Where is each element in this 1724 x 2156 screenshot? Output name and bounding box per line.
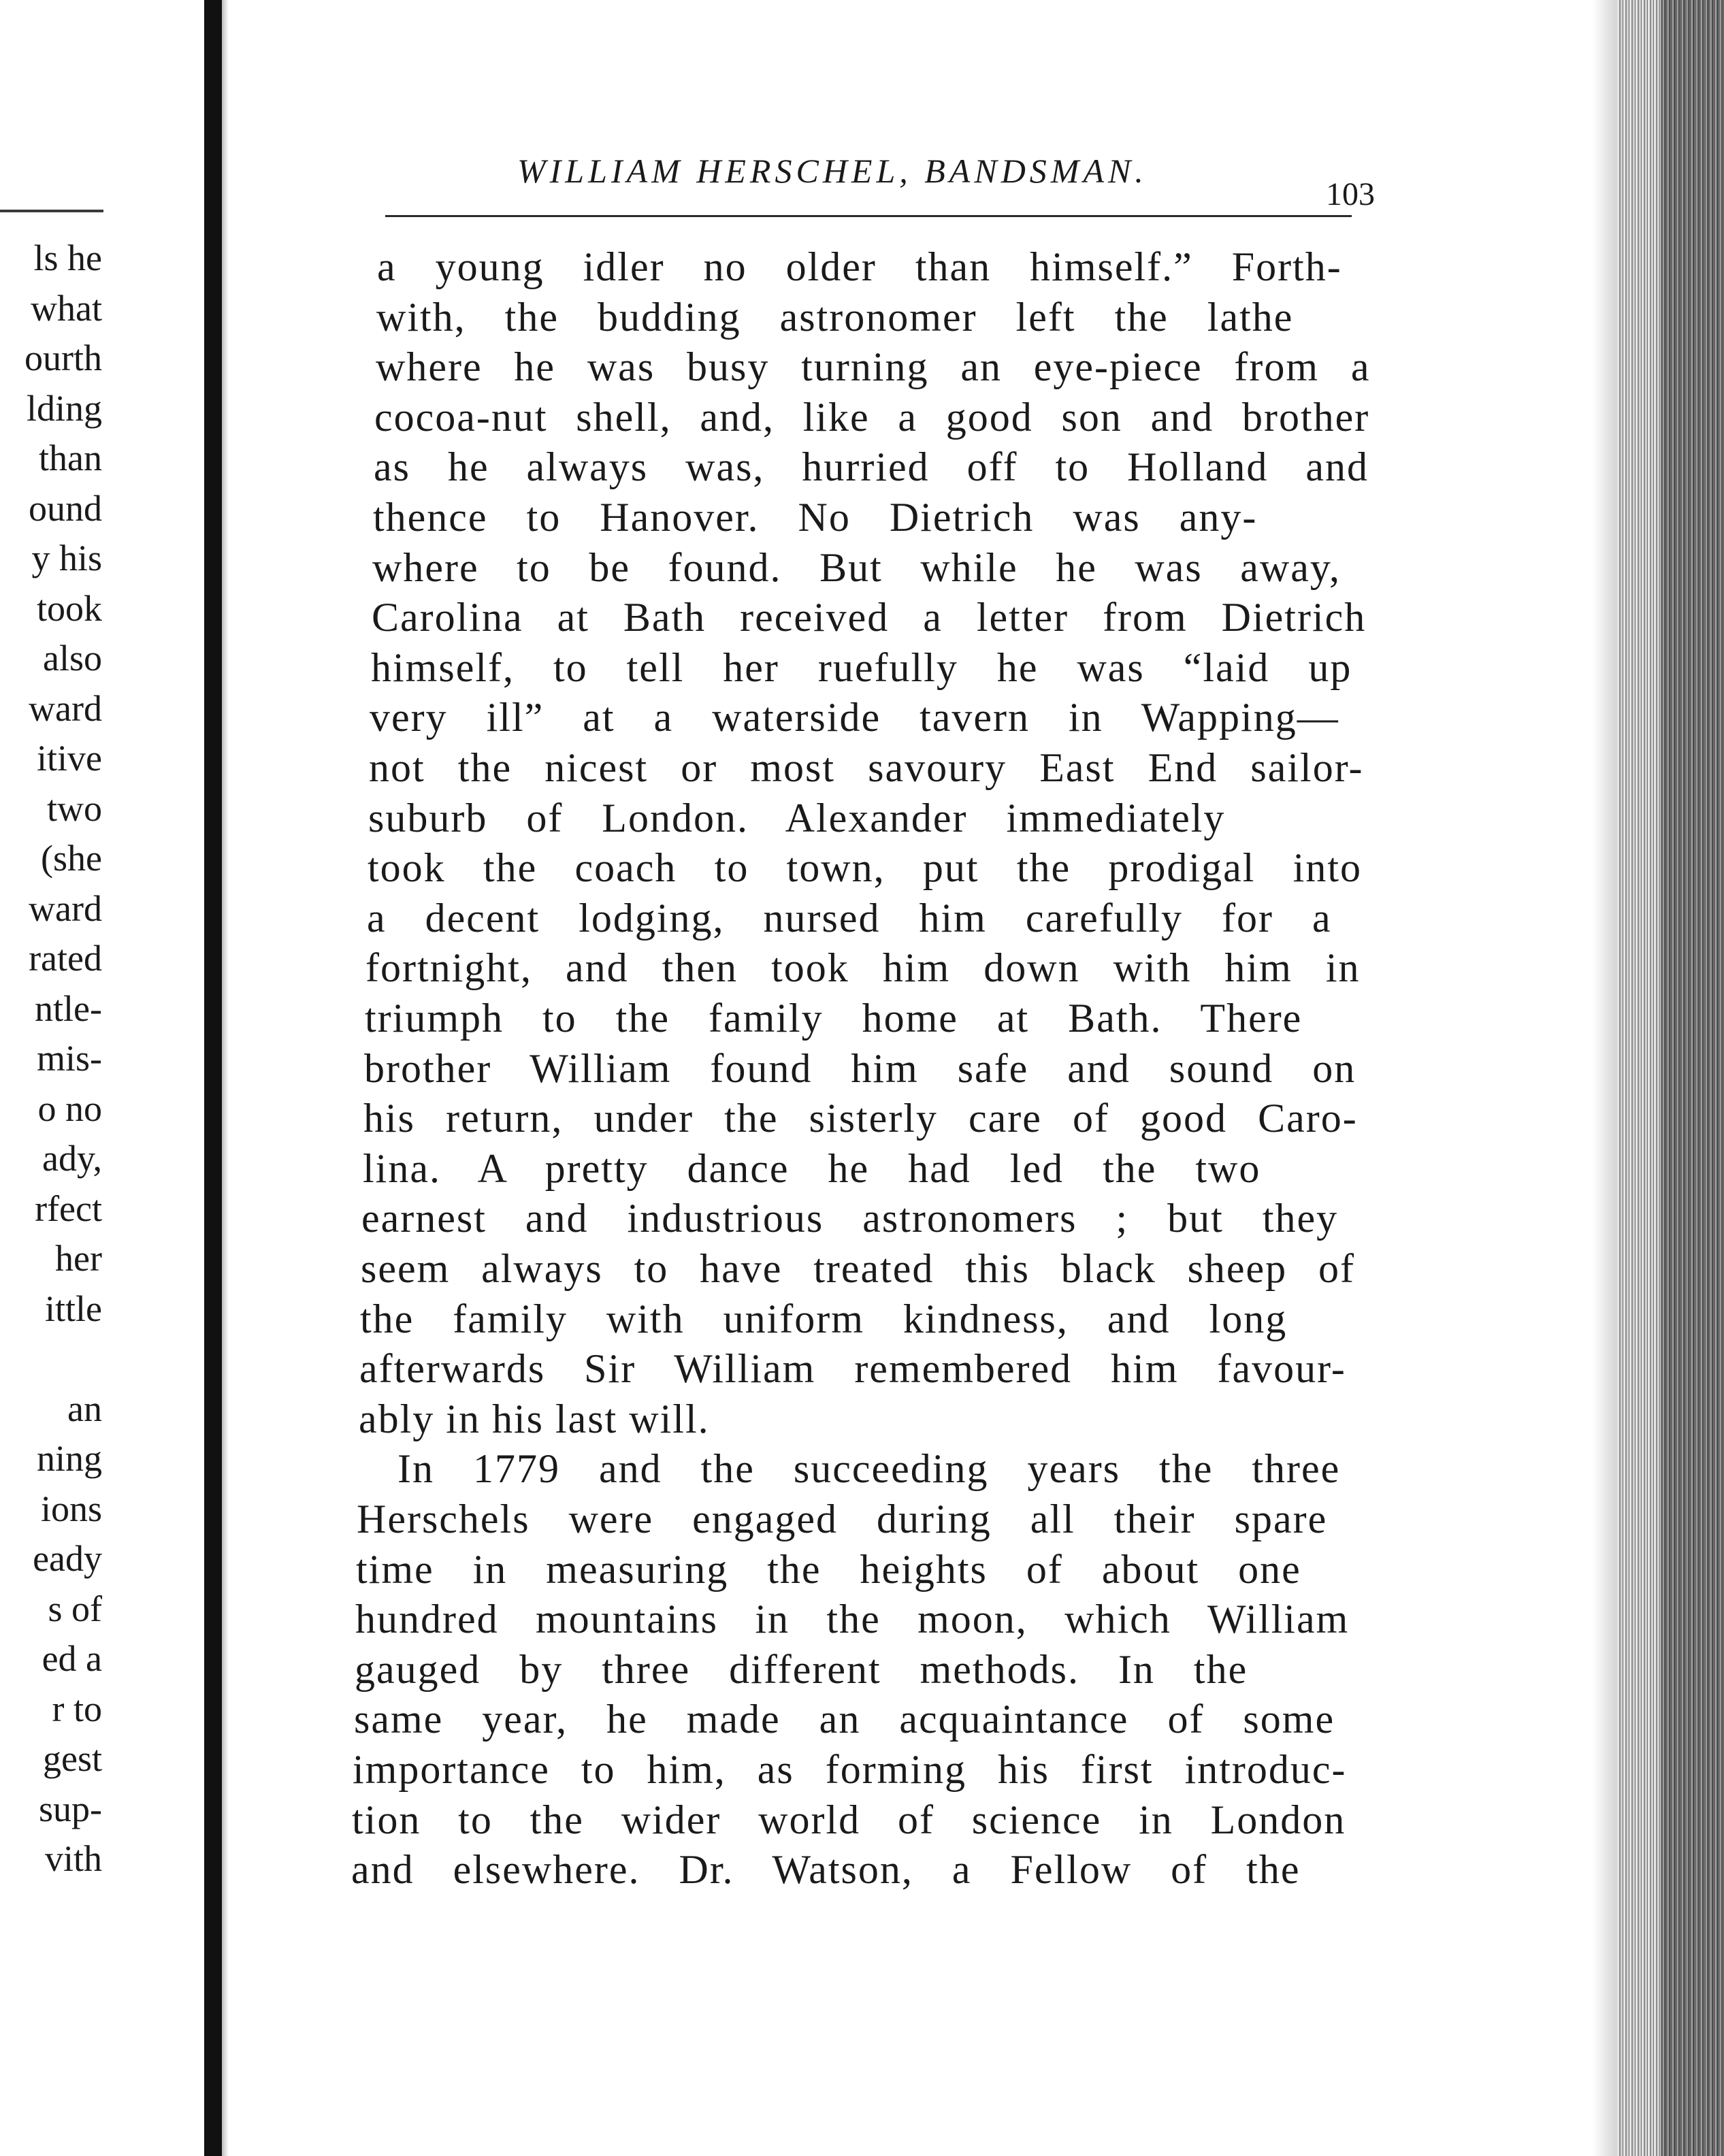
body-line: where to be found. But while he was away, [372, 545, 1341, 590]
body-line: hundred mountains in the moon, which William [355, 1597, 1350, 1642]
body-line: himself, to tell her ruefully he was “laid up [371, 645, 1352, 690]
previous-page-line: ady, [42, 1138, 102, 1179]
body-line: afterwards Sir William remembered him favour- [359, 1346, 1346, 1391]
previous-page-line: than [39, 438, 102, 478]
body-line: seem always to have treated this black sheep of [361, 1246, 1355, 1291]
previous-page-line: y his [31, 538, 102, 578]
previous-page-line: sup- [39, 1788, 102, 1829]
page-number: 103 [1326, 176, 1375, 212]
body-line: where he was busy turning an eye-piece from a [376, 344, 1371, 389]
previous-page-line: ls he [33, 238, 102, 278]
previous-page-line: ward [29, 888, 102, 929]
previous-page-line: ourth [25, 338, 102, 378]
previous-page-line: rated [29, 938, 102, 979]
previous-page-line: an [67, 1388, 102, 1429]
previous-page-line: rfect [35, 1188, 102, 1229]
body-line: not the nicest or most savoury East End sailor- [369, 745, 1364, 790]
body-line: a young idler no older than himself.” Forth- [377, 244, 1342, 289]
body-line: lina. A pretty dance he had led the two [363, 1146, 1261, 1191]
previous-page-rule [0, 210, 103, 212]
previous-page-line: also [43, 638, 102, 679]
previous-page-line: two [47, 788, 102, 829]
body-line: brother William found him safe and sound on [364, 1046, 1356, 1091]
previous-page-line: ions [40, 1488, 102, 1529]
page-edges-dark [1661, 0, 1724, 2156]
body-line: and elsewhere. Dr. Watson, a Fellow of the [351, 1847, 1301, 1892]
body-line: tion to the wider world of science in London [352, 1797, 1346, 1842]
body-line: thence to Hanover. No Dietrich was any- [373, 495, 1258, 540]
previous-page-line: (she [41, 838, 102, 879]
body-line: same year, he made an acquaintance of some [354, 1697, 1335, 1742]
previous-page-line: ward [29, 688, 102, 729]
previous-page-line: mis- [36, 1038, 102, 1079]
body-line: gauged by three different methods. In the [355, 1647, 1248, 1692]
previous-page-line: ittle [45, 1288, 102, 1329]
body-line: In 1779 and the succeeding years the three [397, 1446, 1341, 1491]
previous-page-line: took [36, 588, 102, 629]
body-line: his return, under the sisterly care of good Caro- [363, 1096, 1358, 1141]
body-line: a decent lodging, nursed him carefully for a [367, 896, 1332, 941]
previous-page-line: eady [33, 1538, 102, 1579]
previous-page-line: vith [44, 1838, 102, 1879]
previous-page-line: what [31, 288, 102, 329]
gutter-shadow [222, 0, 229, 2156]
body-line: fortnight, and then took him down with him in [365, 945, 1361, 990]
body-line: Herschels were engaged during all their spare [357, 1497, 1328, 1541]
body-line: triumph to the family home at Bath. There [365, 996, 1303, 1041]
body-line: with, the budding astronomer left the lathe [376, 295, 1294, 340]
body-line: suburb of London. Alexander immediately [368, 796, 1226, 840]
previous-page-line: ning [36, 1438, 102, 1479]
book-gutter [204, 0, 222, 2156]
previous-page-line: ntle- [35, 988, 102, 1029]
previous-page-fragment [0, 0, 208, 2156]
previous-page-line: itive [37, 738, 102, 779]
body-line: importance to him, as forming his first introduc- [353, 1747, 1347, 1792]
book-page [229, 0, 1617, 2156]
previous-page-line: r to [52, 1688, 102, 1729]
body-line: time in measuring the heights of about one [356, 1547, 1301, 1592]
body-line: cocoa-nut shell, and, like a good son and brother [374, 395, 1370, 440]
body-line: ably in his last will. [359, 1396, 710, 1441]
body-line: very ill” at a waterside tavern in Wapping— [370, 695, 1339, 740]
body-line: as he always was, hurried off to Holland and [374, 444, 1369, 489]
page-curve-shade [1593, 0, 1620, 2156]
previous-page-line: lding [26, 388, 102, 429]
previous-page-line: ed a [42, 1638, 102, 1679]
previous-page-line: o no [37, 1088, 102, 1129]
running-head: WILLIAM HERSCHEL, BANDSMAN. [517, 152, 1148, 190]
body-line: took the coach to town, put the prodigal into [368, 845, 1362, 890]
body-line: earnest and industrious astronomers ; but they [361, 1196, 1339, 1241]
previous-page-line: s of [48, 1588, 102, 1629]
previous-page-line: gest [43, 1738, 102, 1779]
header-rule [385, 215, 1352, 217]
previous-page-line: ound [29, 488, 102, 529]
body-line: Carolina at Bath received a letter from Dietrich [372, 595, 1367, 640]
previous-page-line: her [55, 1238, 102, 1279]
body-line: the family with uniform kindness, and long [360, 1296, 1288, 1341]
